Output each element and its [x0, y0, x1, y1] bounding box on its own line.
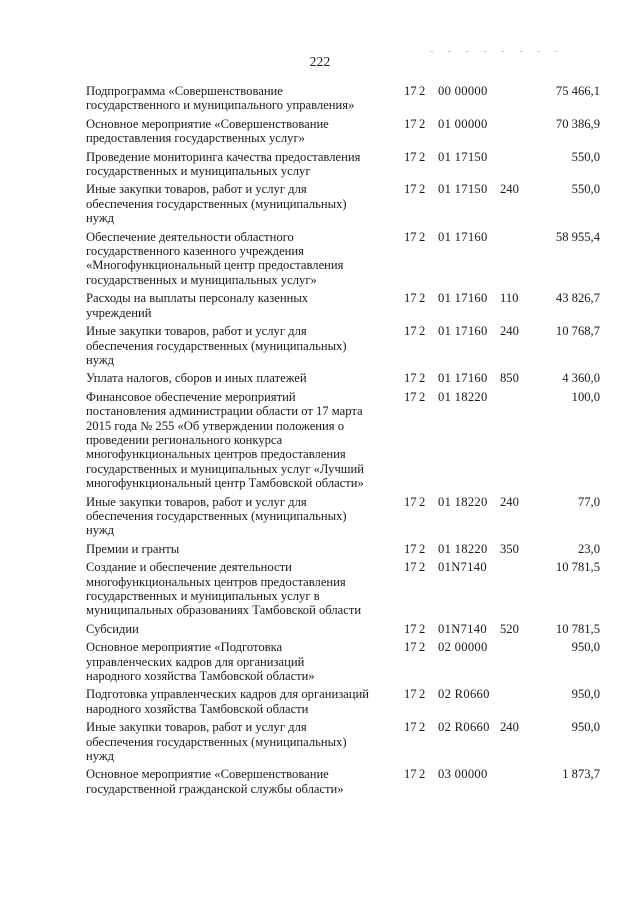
amount-value: 58 955,4: [555, 229, 600, 244]
amount-value: 100,0: [571, 389, 600, 404]
budget-table: [0, 84, 640, 800]
program-code: 17: [404, 541, 417, 556]
target-article-code: 01 17160: [438, 371, 488, 386]
program-code: 17: [404, 621, 417, 636]
expense-item-name: Премии и гранты: [86, 541, 180, 556]
table-row: [0, 640, 640, 683]
target-article-code: 03 00000: [438, 767, 488, 782]
table-row: [0, 117, 640, 146]
subprogram-code: 2: [419, 720, 426, 735]
program-code: 17: [404, 640, 417, 655]
expense-item-name: Уплата налогов, сборов и иных платежей: [86, 371, 307, 386]
subprogram-code: 2: [419, 494, 426, 509]
program-code: 17: [404, 182, 417, 197]
table-row: [0, 622, 640, 636]
table-row: [0, 687, 640, 716]
subprogram-code: 2: [419, 621, 426, 636]
expense-item-name: Иные закупки товаров, работ и услуг для обеспечения государственных (муниципальных) нужд: [86, 324, 347, 367]
program-code: 17: [404, 389, 417, 404]
subprogram-code: 2: [419, 229, 426, 244]
target-article-code: 01 00000: [438, 116, 488, 131]
subprogram-code: 2: [419, 84, 426, 98]
table-row: [0, 542, 640, 556]
header-marks: - - - - - - - -: [430, 46, 565, 57]
target-article-code: 02 00000: [438, 640, 488, 655]
subprogram-code: 2: [419, 640, 426, 655]
target-article-code: 02 R0660: [438, 687, 490, 702]
amount-value: 950,0: [571, 687, 600, 702]
target-article-code: 01 18220: [438, 541, 488, 556]
expense-type-code: 240: [500, 182, 519, 197]
program-code: 17: [404, 687, 417, 702]
expense-type-code: 110: [500, 291, 519, 306]
expense-type-code: 350: [500, 541, 519, 556]
table-row: [0, 84, 640, 113]
amount-value: 70 386,9: [555, 116, 600, 131]
subprogram-code: 2: [419, 149, 426, 164]
subprogram-code: 2: [419, 371, 426, 386]
table-row: [0, 720, 640, 763]
expense-item-name: Основное мероприятие «Совершенствование государственной гражданской службы области»: [86, 767, 344, 796]
table-row: [0, 371, 640, 385]
program-code: 17: [404, 494, 417, 509]
expense-item-name: Основное мероприятие «Подготовка управленческих кадров для организаций народного хозяйства Тамбовской области»: [86, 640, 315, 684]
program-code: 17: [404, 291, 417, 306]
expense-type-code: 240: [500, 494, 519, 509]
amount-value: 75 466,1: [555, 84, 600, 98]
subprogram-code: 2: [419, 687, 426, 702]
expense-item-name: Основное мероприятие «Совершенствование предоставления государственных услуг»: [86, 116, 329, 146]
subprogram-code: 2: [419, 560, 426, 575]
table-row: [0, 560, 640, 618]
expense-item-name: Обеспечение деятельности областного государственного казенного учреждения «Многофункциональный центр предоставления государственных и муниципальных услуг»: [86, 229, 344, 287]
expense-item-name: Создание и обеспечение деятельности многофункциональных центров предоставления государственных и муниципальных услуг в муниципальных образованиях Тамбовской области: [86, 560, 362, 618]
expense-item-name: Иные закупки товаров, работ и услуг для обеспечения государственных (муниципальных) нужд: [86, 182, 347, 226]
program-code: 17: [404, 116, 417, 131]
amount-value: 10 781,5: [555, 560, 600, 575]
expense-type-code: 850: [500, 371, 519, 386]
target-article-code: 01 17160: [438, 291, 488, 306]
amount-value: 550,0: [571, 149, 600, 164]
subprogram-code: 2: [419, 541, 426, 556]
expense-item-name: Финансовое обеспечение мероприятий постановления администрации области от 17 марта 2015 года № 255 «Об утверждении положения о проведении регионального конкурса многофункциональных центров предоставления государственных и муниципальных услуг «Лучший многофункциональный центр Тамбовской области»: [86, 389, 364, 491]
amount-value: 550,0: [571, 182, 600, 197]
target-article-code: 01 17160: [438, 229, 488, 244]
target-article-code: 01 18220: [438, 389, 488, 404]
table-row: [0, 230, 640, 288]
subprogram-code: 2: [419, 116, 426, 131]
amount-value: 950,0: [571, 640, 600, 655]
target-article-code: 01 17150: [438, 149, 488, 164]
target-article-code: 01N7140: [438, 621, 487, 636]
amount-value: 10 768,7: [555, 324, 600, 339]
target-article-code: 01 17150: [438, 182, 488, 197]
program-code: 17: [404, 560, 417, 575]
program-code: 17: [404, 767, 417, 782]
table-row: [0, 767, 640, 796]
program-code: 17: [404, 149, 417, 164]
expense-type-code: 240: [500, 324, 519, 339]
subprogram-code: 2: [419, 389, 426, 404]
page-number: 222: [309, 54, 331, 69]
table-row: [0, 390, 640, 491]
amount-value: 23,0: [577, 541, 600, 556]
program-code: 17: [404, 229, 417, 244]
subprogram-code: 2: [419, 182, 426, 197]
program-code: 17: [404, 720, 417, 735]
expense-type-code: 240: [500, 720, 519, 735]
program-code: 17: [404, 371, 417, 386]
table-row: [0, 291, 640, 320]
target-article-code: 00 00000: [438, 84, 488, 98]
expense-item-name: Подпрограмма «Совершенствование государственного и муниципального управления»: [86, 84, 355, 113]
subprogram-code: 2: [419, 291, 426, 306]
expense-item-name: Субсидии: [86, 621, 139, 636]
table-row: [0, 182, 640, 225]
program-code: 17: [404, 84, 417, 98]
target-article-code: 01N7140: [438, 560, 487, 575]
target-article-code: 01 17160: [438, 324, 488, 339]
expense-item-name: Проведение мониторинга качества предоставления государственных и муниципальных услуг: [86, 149, 361, 179]
amount-value: 10 781,5: [555, 621, 600, 636]
expense-item-name: Подготовка управленческих кадров для организаций народного хозяйства Тамбовской области: [86, 687, 369, 716]
table-row: [0, 495, 640, 538]
subprogram-code: 2: [419, 324, 426, 339]
target-article-code: 01 18220: [438, 494, 488, 509]
amount-value: 1 873,7: [562, 767, 600, 782]
expense-item-name: Иные закупки товаров, работ и услуг для обеспечения государственных (муниципальных) нужд: [86, 494, 347, 538]
subprogram-code: 2: [419, 767, 426, 782]
program-code: 17: [404, 324, 417, 339]
amount-value: 4 360,0: [562, 371, 600, 386]
target-article-code: 02 R0660: [438, 720, 490, 735]
amount-value: 950,0: [571, 720, 600, 735]
table-row: [0, 150, 640, 179]
expense-item-name: Иные закупки товаров, работ и услуг для обеспечения государственных (муниципальных) нужд: [86, 720, 347, 764]
amount-value: 43 826,7: [555, 291, 600, 306]
expense-item-name: Расходы на выплаты персоналу казенных учреждений: [86, 291, 309, 320]
amount-value: 77,0: [577, 494, 600, 509]
table-row: [0, 324, 640, 367]
expense-type-code: 520: [500, 621, 519, 636]
